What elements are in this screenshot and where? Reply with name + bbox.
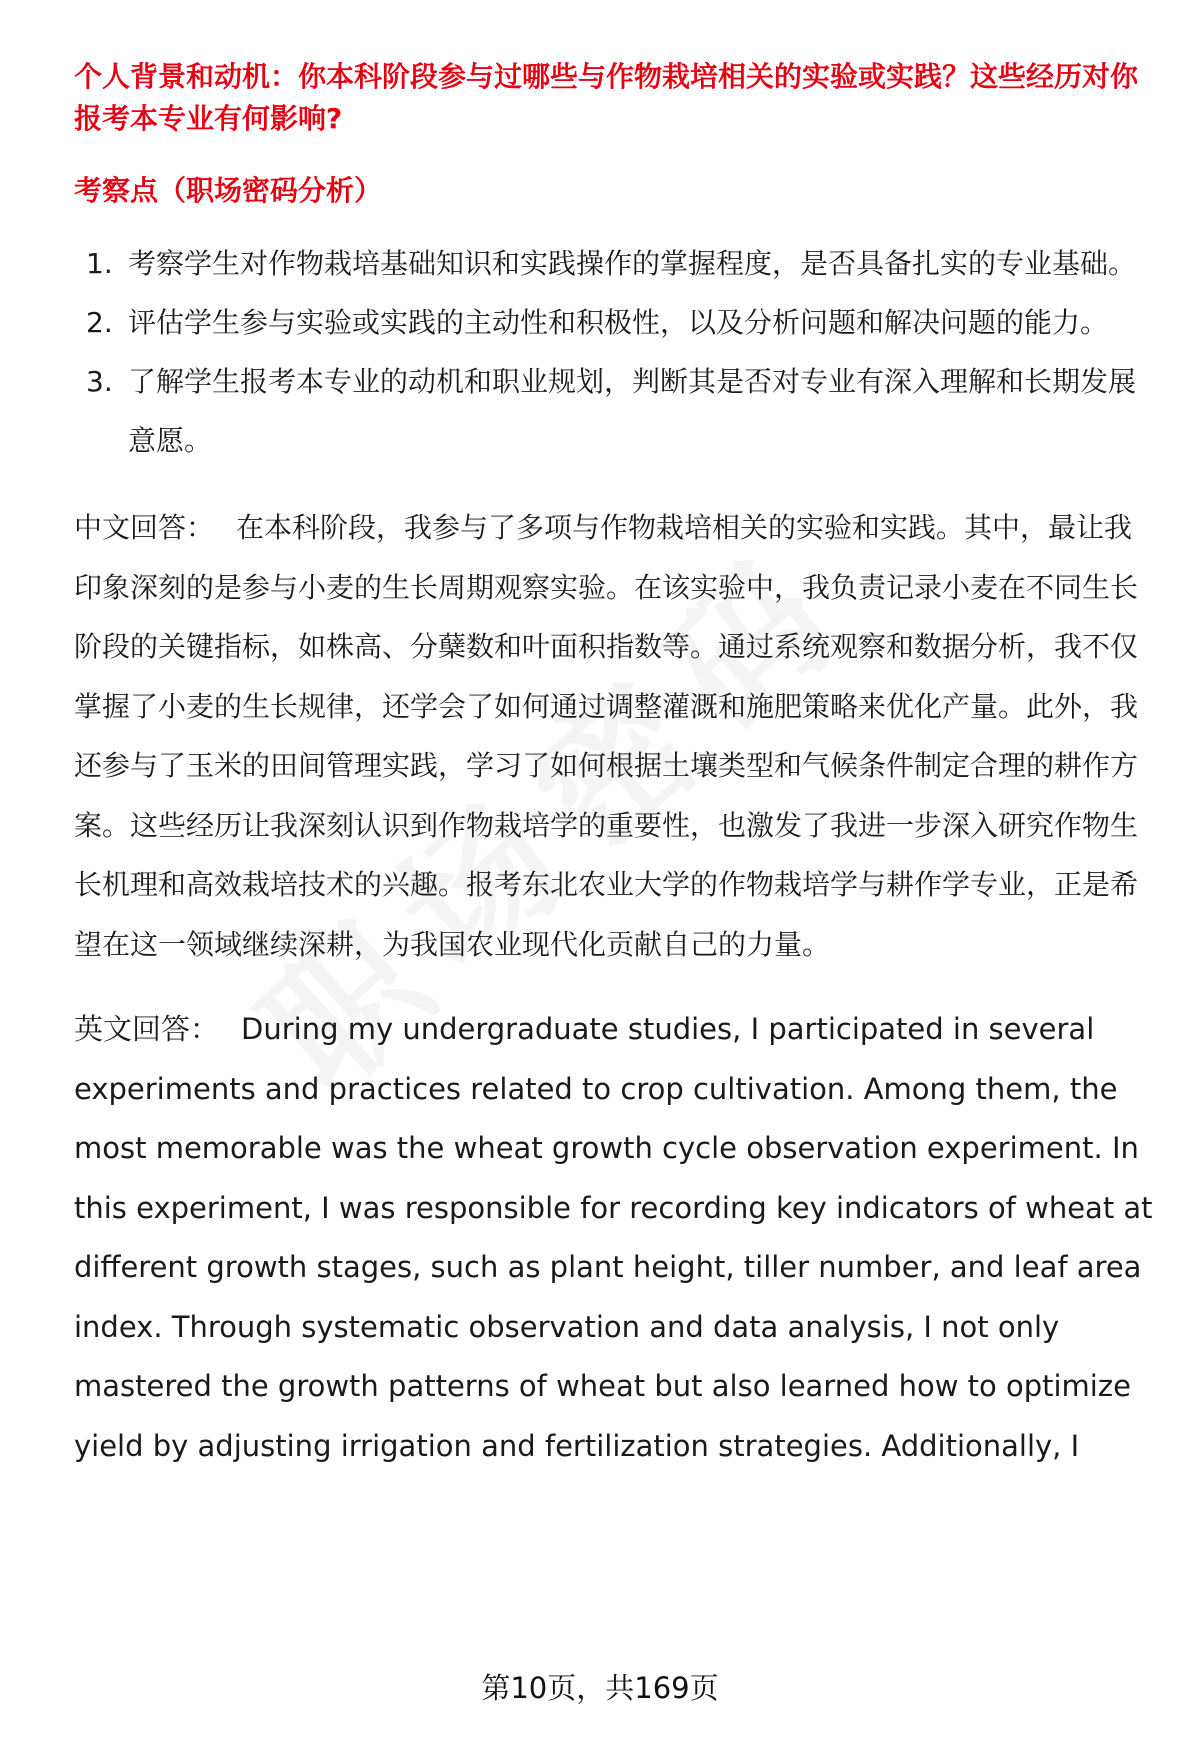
focus-point-text: 了解学生报考本专业的动机和职业规划，判断其是否对专业有深入理解和长期发展意愿。 [128,365,1137,457]
focus-point-text: 评估学生参与实验或实践的主动性和积极性，以及分析问题和解决问题的能力。 [128,306,1109,339]
chinese-answer [74,498,1154,974]
focus-title: 考察点（职场密码分析） [74,174,383,207]
focus-point-text: 考察学生对作物栽培基础知识和实践操作的掌握程度，是否具备扎实的专业基础。 [128,247,1137,280]
focus-point-number: 1. [86,247,113,280]
focus-point [74,352,1154,470]
english-answer-text: During my undergraduate studies, I participated in several experiments and practices related to crop cultivation. Among them, the most memorable was the wheat growth cycle observation experiment. In this experiment, I was responsible for recording key indicators of wheat at different growth stages, such as plant height, tiller number, and leaf area index. Through systematic observation and data analysis, I not only mastered the growth patterns of wheat but also learned how to optimize yield by adjusting irrigation and fertilization strategies. Additionally, I [74,1012,1153,1463]
chinese-answer-text: 在本科阶段，我参与了多项与作物栽培相关的实验和实践。其中，最让我印象深刻的是参与小麦的生长周期观察实验。在该实验中，我负责记录小麦在不同生长阶段的关键指标，如株高、分蘖数和叶面积指数等。通过系统观察和数据分析，我不仅掌握了小麦的生长规律，还学会了如何通过调整灌溉和施肥策略来优化产量。此外，我还参与了玉米的田间管理实践，学习了如何根据土壤类型和气候条件制定合理的耕作方案。这些经历让我深刻认识到作物栽培学的重要性，也激发了我进一步深入研究作物生长机理和高效栽培技术的兴趣。报考东北农业大学的作物栽培学与耕作学专业，正是希望在这一领域继续深耕，为我国农业现代化贡献自己的力量。 [74,511,1139,961]
focus-point-number: 3. [86,365,113,398]
focus-point [74,234,1154,293]
page-content [74,56,1154,1476]
focus-point-number: 2. [86,306,113,339]
english-answer-label: 英文回答： [74,1012,220,1046]
question-heading: 个人背景和动机：你本科阶段参与过哪些与作物栽培相关的实验或实践？这些经历对你报考本专业有何影响? [74,60,1139,135]
english-answer [74,1000,1154,1476]
focus-point [74,293,1154,352]
focus-points-list [74,234,1154,470]
chinese-answer-label: 中文回答： [74,511,215,544]
page-number-footer: 第10页，共169页 [481,1671,719,1705]
